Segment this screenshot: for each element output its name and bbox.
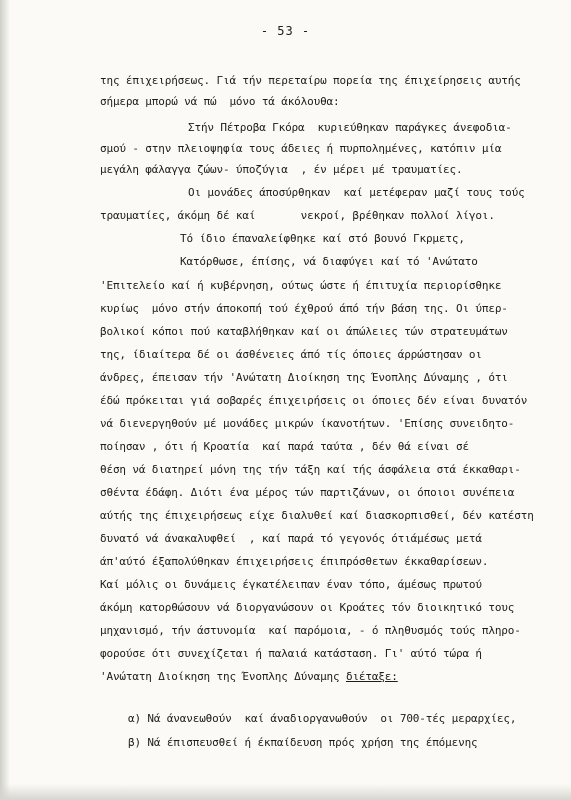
text-line: της έπιχειρήσεως. Γιά τήν περεταίρω πορεία της έπιχείρησεις αυτής: [100, 74, 521, 87]
text-line: Τό ίδιο έπαναλείφθηκε καί στό βουνό Γκρμετς,: [180, 232, 465, 245]
text-line: Οι μονάδες άποσύρθηκαν καί μετέφεραν μαζί τους τούς: [188, 186, 525, 199]
text-line: δυνατό νά άνακαλυφθεί , καί παρά τό γεγονός ότιάμέσως μετά: [100, 532, 482, 545]
text-line: σμού - στην πλειοψηφία τους άδειες ή πυρπολημένες, κατόπιν μία: [100, 142, 502, 155]
text-line: νά διενεργηθούν μέ μονάδες μικρών ίκανοτήτων. 'Επίσης συνειδητο-: [100, 417, 515, 430]
text-line: μηχανισμό, τήν άστυνομία καί παρόμοια, - ό πληθυσμός τούς πληρο-: [100, 624, 521, 637]
text-line: σθέντα έδάφη. Διότι ένα μέρος τών παρτιζάνων, οι όποιοι συνέπεια: [100, 486, 515, 499]
scan-shadow-bottom: [0, 784, 571, 800]
text-line: της, ίδιαίτερα δέ οι άσθένειες άπό τίς όποιες άρρώστησαν οι: [100, 348, 482, 361]
text-line: θέση νά διατηρεί μόνη της τήν τάξη καί τής άσφάλεια στά έκκαθαρι-: [100, 463, 521, 476]
text-line: μεγάλη φάλαγγα ζώων- ύποζύγια , έν μέρει μέ τραυματίες.: [100, 163, 463, 176]
text-line: Καί μόλις οι δυνάμεις έγκατέλειπαν έναν τόπο, άμέσως πρωτού: [100, 578, 482, 591]
list-item: β) Νά έπισπευσθεί ή έκπαίδευση πρός χρήση της έπόμενης: [128, 736, 478, 749]
text-line: 'Επιτελείο καί ή κυβέρνηση, ούτως ώστε ή έπιτυχία περιορίσθηκε: [100, 279, 502, 292]
text-line: ποίησαν , ότι ή Κροατία καί παρά ταύτα , δέν θά είναι σέ: [100, 440, 469, 453]
text-line: κυρίως μόνο στήν άποκοπή τού έχθρού άπό τήν βάση της. Οι ύπερ-: [100, 302, 508, 315]
text-line: Κατόρθωσε, έπίσης, νά διαφύγει καί τό 'Ανώτατο: [180, 255, 478, 268]
text-segment: 'Ανώτατη Διοίκηση της Ένοπλης Δύναμης: [100, 670, 346, 683]
text-line: φορούσε ότι συνεχίζεται ή παλαιά κατάσταση. Γι' αύτό τώρα ή: [100, 647, 482, 660]
list-item: α) Νά άνανεωθούν καί άναδιοργανωθούν οι 700-τές μεραρχίες,: [128, 712, 517, 725]
text-line: σήμερα μπορώ νά πώ μόνο τά άκόλουθα:: [100, 95, 340, 108]
text-line: άπ'αύτό έξαπολύθηκαν έπιχειρήσεις έπιπρόσθετων έκκαθαρίσεων.: [100, 555, 489, 568]
text-line: βολικοί κόποι πού καταβλήθηκαν καί οι άπώλειες τών στρατευμάτων: [100, 325, 508, 338]
text-line: τραυματίες, άκόμη δέ καί νεκροί, βρέθηκαν πολλοί λίγοι.: [100, 209, 495, 222]
scan-shadow-left: [0, 0, 10, 800]
underlined-word: διέταξε:: [345, 670, 398, 683]
text-line: Στήν Πέτροβα Γκόρα κυριεύθηκαν παράγκες άνεφοδια-: [188, 121, 512, 134]
text-line: έδώ πρόκειται γιά σοβαρές έπιχειρήσεις οι όποιες δέν είναι δυνατόν: [100, 394, 528, 407]
text-line: [100, 670, 398, 684]
text-line: αύτής της έπιχειρήσεως είχε διαλυθεί καί διασκορπισθεί, δέν κατέστη: [100, 509, 534, 522]
text-line: άκόμη κατορθώσουν νά διοργανώσουν οι Κροάτες τόν διοικητικό τους: [100, 601, 515, 614]
page-number: - 53 -: [260, 24, 311, 38]
text-line: άνδρες, έπεισαν τήν 'Ανώτατη Διοίκηση της Ένοπλης Δύναμης , ότι: [100, 371, 508, 384]
